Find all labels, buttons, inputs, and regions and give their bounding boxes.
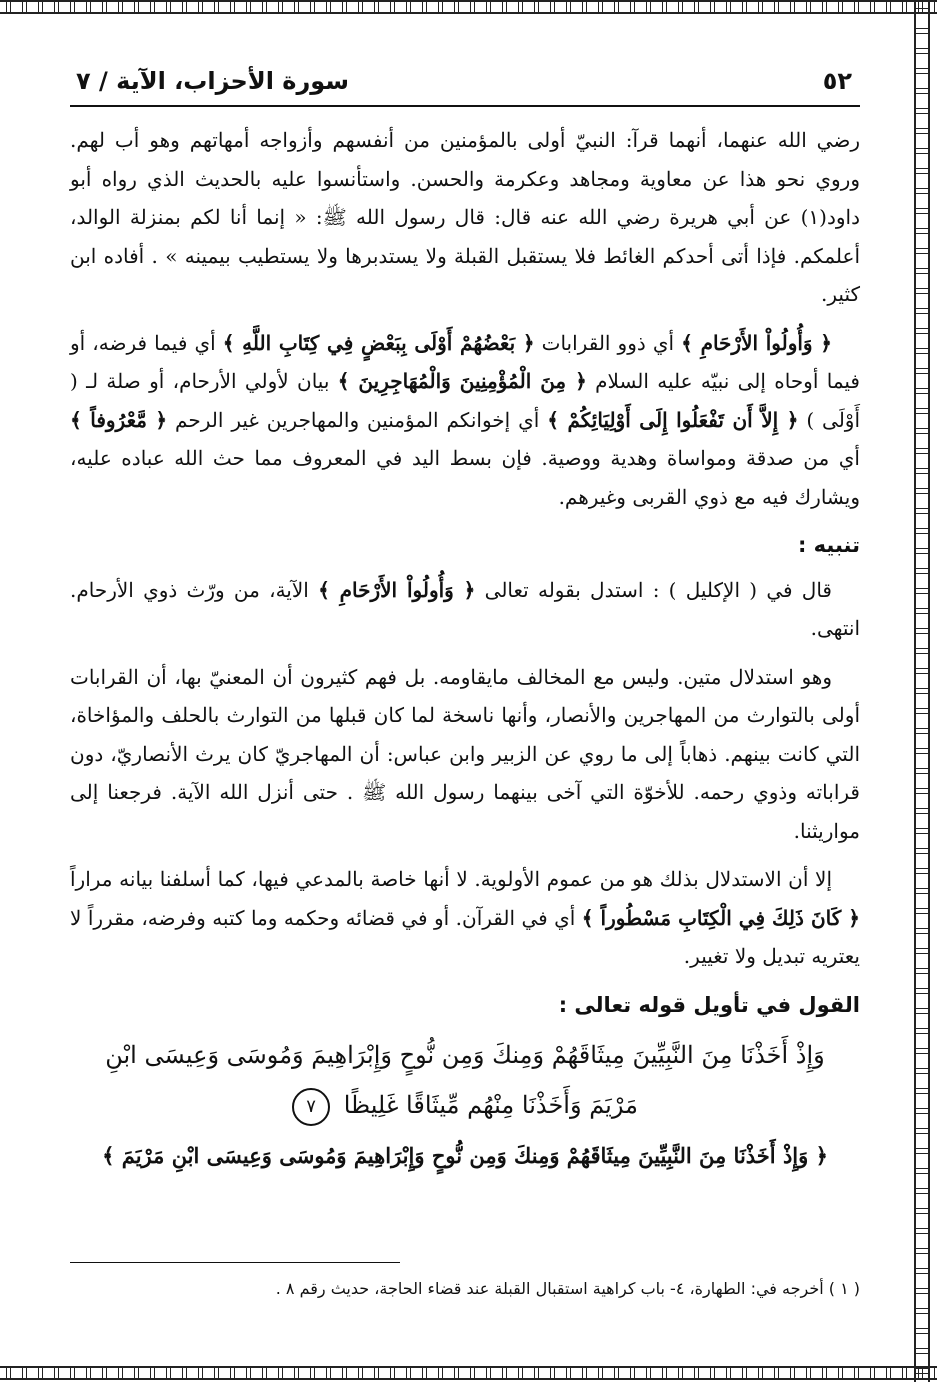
commentary-text: إلا أن الاستدلال بذلك هو من عموم الأولوية. لا أنها خاصة بالمدعي فيها، كما أسلفنا بيانه مراراً <box>70 867 832 891</box>
paragraph-hadith: رضي الله عنهما، أنهما قرآ: النبيّ أولى بالمؤمنين من أنفسهم وأزواجه أمهاتهم وهو أب لهم. وروي نحو هذا عن معاوية ومجاهد وعكرمة والحسن. واستأنسوا عليه بالحديث الذي رواه أبو داود(١) عن أبي هريرة رضي الله عنه قال: قال رسول الله ﷺ: « إنما أنا لكم بمنزلة الوالد، أعلمكم. فإذا أتى أحدكم الغائط فلا يستقبل القبلة ولا يستدبرها ولا يستطيب بيمينه » . أفاده ابن كثير. <box>70 128 860 306</box>
commentary-text: قال في ( الإكليل ) : استدل بقوله تعالى <box>475 577 832 602</box>
footnote-divider <box>70 1262 400 1263</box>
page-number: ٥٢ <box>822 67 852 95</box>
commentary-text: أي إخوانكم المؤمنين والمهاجرين غير الرحم <box>167 407 548 432</box>
paragraph-iklil <box>70 571 860 648</box>
page-header <box>70 55 860 107</box>
page-border-right <box>914 0 930 1382</box>
page-content <box>70 121 860 1176</box>
paragraph-istidlal: وهو استدلال متين. وليس مع المخالف مايقاومه. بل فهم كثيرون أن المعنيّ بها، أن القرابات أولى بالتوارث من المهاجرين والأنصار، وأنها ناسخة لما كان قبلها من التوارث بالحلف والمؤاخاة، التي كانت بينهم. ذهاباً إلى ما روي عن الزبير وابن عباس: أن المهاجريّ كان يرث الأنصاريّ، دون قراباته وذوي رحمه. للأخوّة التي آخى بينهما رسول الله ﷺ . حتى أنزل الله الآية. فرجعنا إلى مواريثنا. <box>70 664 860 843</box>
quran-quote: ﴿ كَانَ ذَلِكَ فِي الْكِتَابِ مَسْطُوراً ﴾ <box>581 905 861 930</box>
quran-quote: ﴿ وَأُولُواْ الأَرْحَامِ ﴾ <box>681 330 832 355</box>
page-border-top <box>0 0 937 14</box>
note-heading: تنبيه : <box>797 533 860 557</box>
verse-number-marker: ٧ <box>292 1088 330 1126</box>
book-page <box>70 55 860 1176</box>
tafsir-heading: القول في تأويل قوله تعالى : <box>558 992 860 1017</box>
commentary-text: الآية، من ورّث ذوي الأرحام. انتهى. <box>70 577 860 640</box>
page-border-bottom <box>0 1366 937 1380</box>
surah-title: سورة الأحزاب، الآية / ٧ <box>76 67 349 95</box>
quran-quote: ﴿ بَعْضُهُمْ أَوْلَى بِبَعْضٍ فِي كِتَابِ اللَّهِ ﴾ <box>222 330 535 355</box>
commentary-text: أي من صدقة ومواساة وهدية ووصية. فإن بسط اليد في المعروف مما حث الله عباده عليه، ويشارك فيه مع ذوي القربى وغيرهم. <box>70 446 860 509</box>
quran-quote: ﴿ وَأُولُواْ الأَرْحَامِ ﴾ <box>318 577 476 602</box>
commentary-text: أي في القرآن. أو في قضائه وحكمه وما كتبه وفرضه، مقرراً لا يعتريه تبديل ولا تغيير. <box>70 905 860 968</box>
quran-verse: وَإِذْ أَخَذْنَا مِنَ النَّبِيِّينَ مِيثَاقَهُمْ وَمِنكَ وَمِن نُّوحٍ وَإِبْرَاهِيمَ وَمُوسَى وَعِيسَى ابْنِ مَرْيَمَ وَأَخَذْنَا مِنْهُم مِّيثَاقًا غَلِيظًا <box>105 1041 825 1119</box>
paragraph-awlawiyya <box>70 860 860 976</box>
verse-quote-line: ﴿ وَإِذْ أَخَذْنَا مِنَ النَّبِيِّينَ مِيثَاقَهُمْ وَمِنكَ وَمِن نُّوحٍ وَإِبْرَاهِيمَ وَمُوسَى وَعِيسَى ابْنِ مَرْيَمَ ﴾ <box>102 1143 828 1168</box>
paragraph-arham <box>70 324 860 517</box>
commentary-text: أي فيما فرضه، أو فيما أوحاه إلى نبيّه عليه السلام <box>70 330 860 393</box>
quran-quote: ﴿ مِنَ الْمُؤْمِنِينَ وَالْمُهَاجِرِينَ ﴾ <box>337 369 587 393</box>
footnote: ( ١ ) أخرجه في: الطهارة، ٤- باب كراهية استقبال القبلة عند قضاء الحاجة، حديث رقم ٨ . <box>275 1279 860 1298</box>
quran-quote: ﴿ مَّعْرُوفاً ﴾ <box>70 407 168 432</box>
commentary-text: بيان لأولي الأرحام، أو صلة لـ ( أَوْلَى ) <box>70 369 861 432</box>
commentary-text: أي ذوو القرابات <box>534 330 682 355</box>
quran-quote: ﴿ إِلاَّ أَن تَفْعَلُوا إِلَى أَوْلِيَائِكُمْ ﴾ <box>547 407 799 432</box>
quran-verse-block <box>70 1030 860 1130</box>
